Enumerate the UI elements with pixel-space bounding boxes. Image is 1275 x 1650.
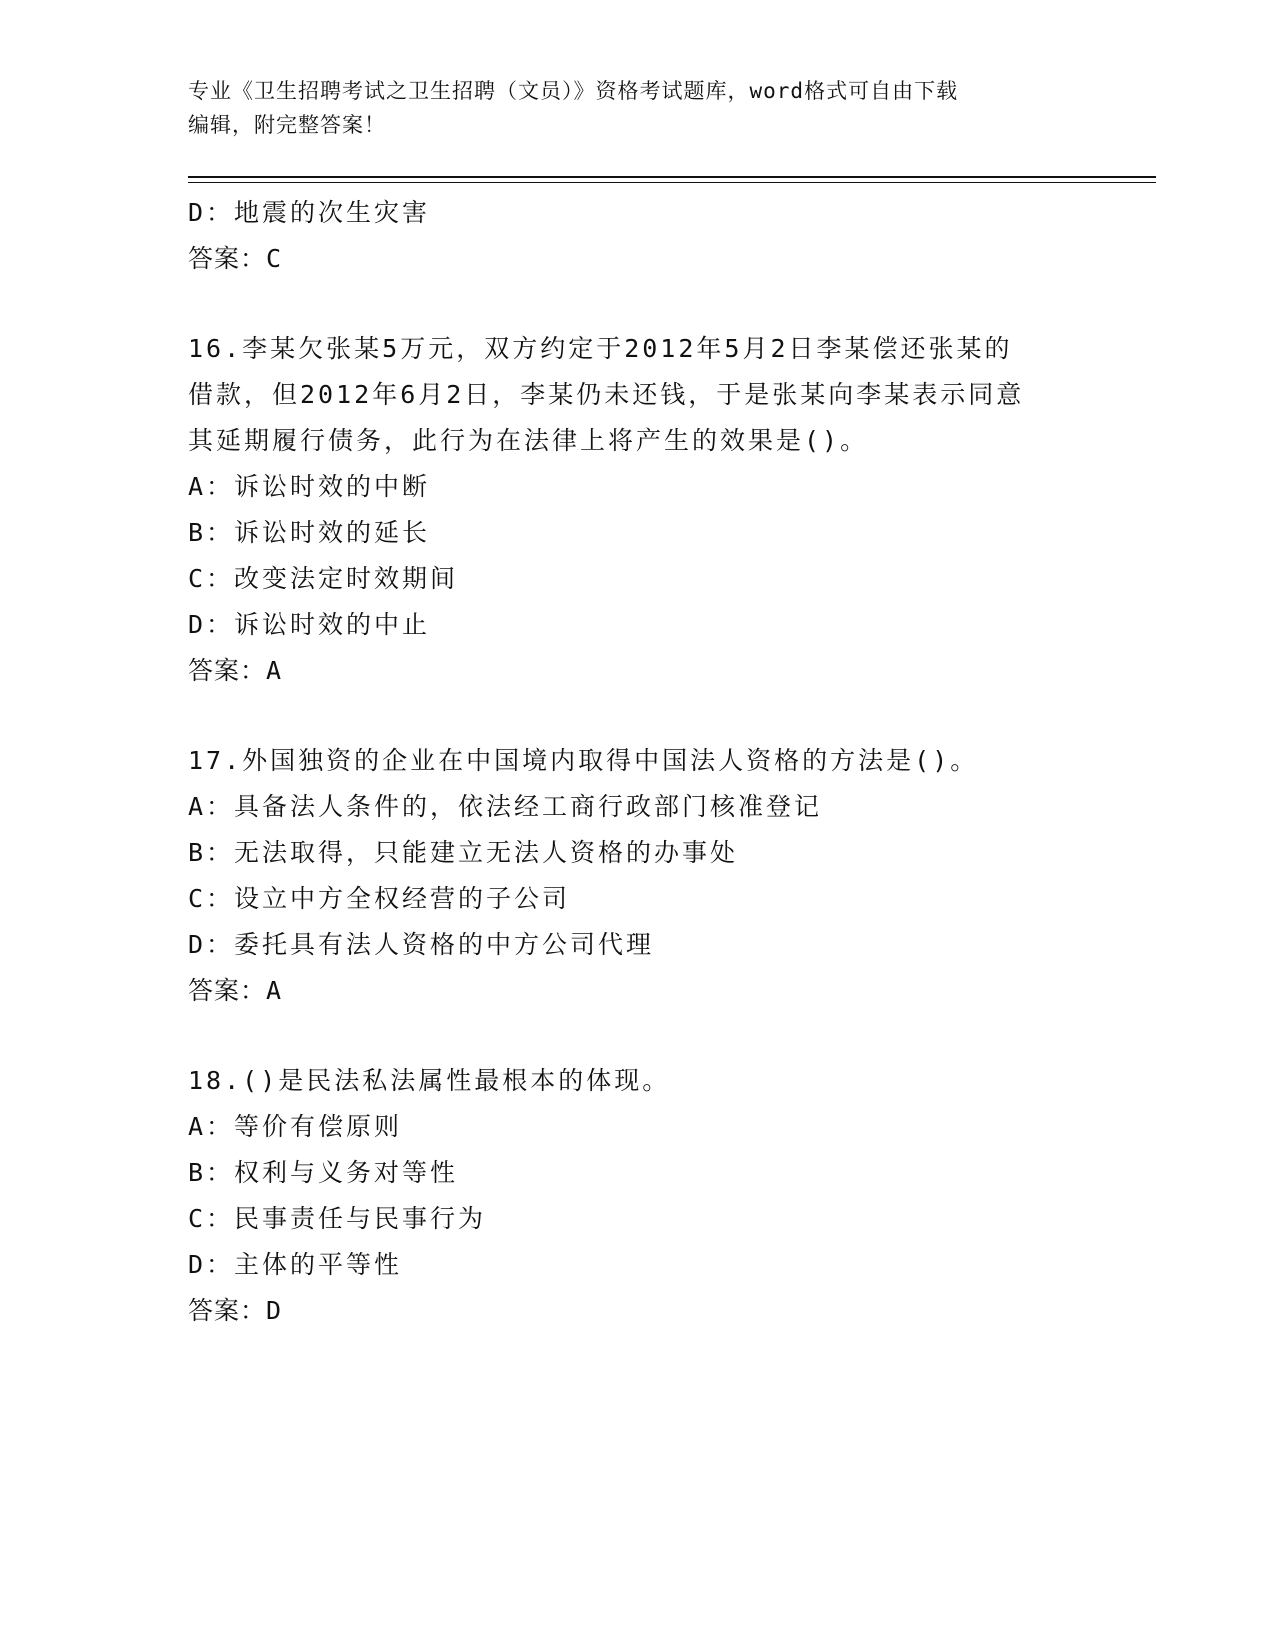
question-text-line: 其延期履行债务，此行为在法律上将产生的效果是()。	[188, 426, 869, 455]
option-c: C：改变法定时效期间	[188, 564, 459, 593]
option-a: A：诉讼时效的中断	[188, 472, 431, 501]
header-line-1: 专业《卫生招聘考试之卫生招聘（文员）》资格考试题库，word格式可自由下载	[188, 79, 959, 103]
question-text-line: 18.()是民法私法属性最根本的体现。	[188, 1066, 671, 1095]
spacer	[188, 282, 1148, 326]
question-content	[188, 190, 1148, 1334]
option-b: B：诉讼时效的延长	[188, 518, 431, 547]
header-rule-thick	[188, 176, 1156, 178]
question-18	[188, 1058, 1148, 1334]
answer-label: 答案：	[188, 656, 267, 685]
answer-value: A	[266, 976, 283, 1005]
option-b: B：无法取得，只能建立无法人资格的办事处	[188, 838, 739, 867]
answer-label: 答案：	[188, 1296, 267, 1325]
header-line-2: 编辑，附完整答案！	[188, 113, 386, 137]
spacer	[188, 694, 1148, 738]
option-d: D：主体的平等性	[188, 1250, 403, 1279]
answer	[188, 1288, 1148, 1334]
answer-value: D	[266, 1296, 283, 1325]
answer	[188, 648, 1148, 694]
answer-label: 答案：	[188, 244, 267, 273]
option-d: D：诉讼时效的中止	[188, 610, 431, 639]
header-rule-thin	[188, 182, 1156, 183]
option-c: C：设立中方全权经营的子公司	[188, 884, 571, 913]
question-text-line: 17.外国独资的企业在中国境内取得中国法人资格的方法是()。	[188, 746, 979, 775]
option-c: C：民事责任与民事行为	[188, 1204, 487, 1233]
question-text-line: 16.李某欠张某5万元，双方约定于2012年5月2日李某偿还张某的	[188, 334, 1013, 363]
question-text-line: 借款，但2012年6月2日，李某仍未还钱，于是张某向李某表示同意	[188, 380, 1025, 409]
option-b: B：权利与义务对等性	[188, 1158, 459, 1187]
question-17	[188, 738, 1148, 1014]
option-a: A：等价有偿原则	[188, 1112, 403, 1141]
prev-answer	[188, 236, 1148, 282]
page-header	[188, 74, 1088, 142]
answer-value: C	[266, 244, 283, 273]
option-a: A：具备法人条件的，依法经工商行政部门核准登记	[188, 792, 823, 821]
answer-label: 答案：	[188, 976, 267, 1005]
answer	[188, 968, 1148, 1014]
option-d: D：委托具有法人资格的中方公司代理	[188, 930, 655, 959]
prev-option-d: D：地震的次生灾害	[188, 198, 431, 227]
question-16	[188, 326, 1148, 694]
spacer	[188, 1014, 1148, 1058]
answer-value: A	[266, 656, 283, 685]
